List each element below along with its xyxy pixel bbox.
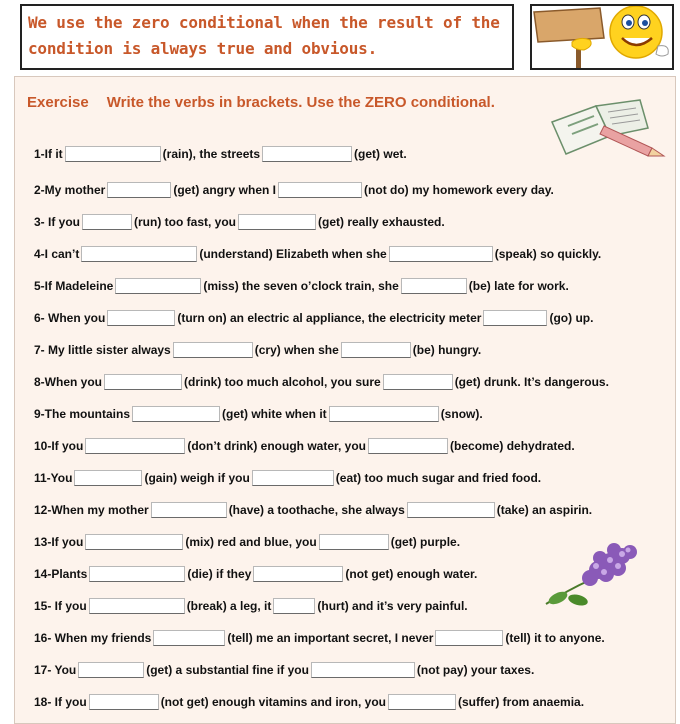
answer-blank[interactable] — [262, 146, 352, 162]
exercise-instruction: Write the verbs in brackets. Use the ZERO conditional. — [106, 94, 495, 111]
smiley-icon — [532, 6, 672, 68]
answer-blank[interactable] — [132, 406, 220, 422]
answer-blank[interactable] — [253, 566, 343, 582]
answer-blank[interactable] — [89, 566, 185, 582]
answer-blank[interactable] — [85, 534, 183, 550]
exercise-heading — [27, 94, 495, 111]
exercise-row-5: 5-If Madeleine (miss) the seven o’clock train, she (be) late for work. — [34, 278, 569, 293]
answer-blank[interactable] — [153, 630, 225, 646]
answer-blank[interactable] — [273, 598, 315, 614]
answer-blank[interactable] — [341, 342, 411, 358]
answer-blank[interactable] — [74, 470, 142, 486]
worksheet-panel — [14, 76, 676, 724]
exercise-row-6: 6- When you (turn on) an electric al appliance, the electricity meter (go) up. — [34, 310, 594, 325]
exercise-row-3: 3- If you (run) too fast, you (get) really exhausted. — [34, 214, 445, 229]
exercise-row-12: 12-When my mother (have) a toothache, she always (take) an aspirin. — [34, 502, 593, 517]
answer-blank[interactable] — [383, 374, 453, 390]
answer-blank[interactable] — [85, 438, 185, 454]
rule-text — [28, 10, 508, 62]
lilac-flower-icon — [538, 540, 642, 612]
answer-blank[interactable] — [107, 182, 171, 198]
answer-blank[interactable] — [401, 278, 467, 294]
answer-blank[interactable] — [389, 246, 493, 262]
rule-line-2: condition is always true and obvious. — [28, 39, 378, 58]
answer-blank[interactable] — [311, 662, 415, 678]
exercise-row-11: 11-You (gain) weigh if you (eat) too much sugar and fried food. — [34, 470, 542, 485]
answer-blank[interactable] — [407, 502, 495, 518]
answer-blank[interactable] — [81, 246, 197, 262]
exercise-row-1: 1-If it (rain), the streets (get) wet. — [34, 146, 407, 161]
exercise-row-16: 16- When my friends (tell) me an important secret, I never (tell) it to anyone. — [34, 630, 605, 645]
exercise-row-14: 14-Plants (die) if they (not get) enough water. — [34, 566, 478, 581]
exercise-row-17: 17- You (get) a substantial fine if you (not pay) your taxes. — [34, 662, 535, 677]
exercise-row-13: 13-If you (mix) red and blue, you (get) purple. — [34, 534, 461, 549]
exercise-row-2: 2-My mother (get) angry when I (not do) my homework every day. — [34, 182, 554, 197]
notebook-pencil-icon — [548, 96, 668, 164]
answer-blank[interactable] — [89, 694, 159, 710]
answer-blank[interactable] — [435, 630, 503, 646]
answer-blank[interactable] — [151, 502, 227, 518]
answer-blank[interactable] — [368, 438, 448, 454]
answer-blank[interactable] — [115, 278, 201, 294]
answer-blank[interactable] — [107, 310, 175, 326]
answer-blank[interactable] — [173, 342, 253, 358]
answer-blank[interactable] — [483, 310, 547, 326]
exercise-row-7: 7- My little sister always (cry) when she (be) hungry. — [34, 342, 482, 357]
answer-blank[interactable] — [65, 146, 161, 162]
answer-blank[interactable] — [78, 662, 144, 678]
answer-blank[interactable] — [329, 406, 439, 422]
answer-blank[interactable] — [238, 214, 316, 230]
exercise-row-10: 10-If you (don’t drink) enough water, you (become) dehydrated. — [34, 438, 575, 453]
answer-blank[interactable] — [104, 374, 182, 390]
answer-blank[interactable] — [82, 214, 132, 230]
exercise-row-15: 15- If you (break) a leg, it (hurt) and it’s very painful. — [34, 598, 468, 613]
answer-blank[interactable] — [89, 598, 185, 614]
answer-blank[interactable] — [319, 534, 389, 550]
answer-blank[interactable] — [388, 694, 456, 710]
exercise-label: Exercise — [27, 94, 89, 111]
answer-blank[interactable] — [278, 182, 362, 198]
rule-line-1: We use the zero conditional when the result of the — [28, 13, 500, 32]
exercise-row-4: 4-I can’t (understand) Elizabeth when she (speak) so quickly. — [34, 246, 602, 261]
answer-blank[interactable] — [252, 470, 334, 486]
smiley-sign-illustration — [530, 4, 674, 70]
exercise-row-8: 8-When you (drink) too much alcohol, you sure (get) drunk. It’s dangerous. — [34, 374, 609, 389]
exercise-row-9: 9-The mountains (get) white when it (snow). — [34, 406, 483, 421]
exercise-row-18: 18- If you (not get) enough vitamins and iron, you (suffer) from anaemia. — [34, 694, 585, 709]
